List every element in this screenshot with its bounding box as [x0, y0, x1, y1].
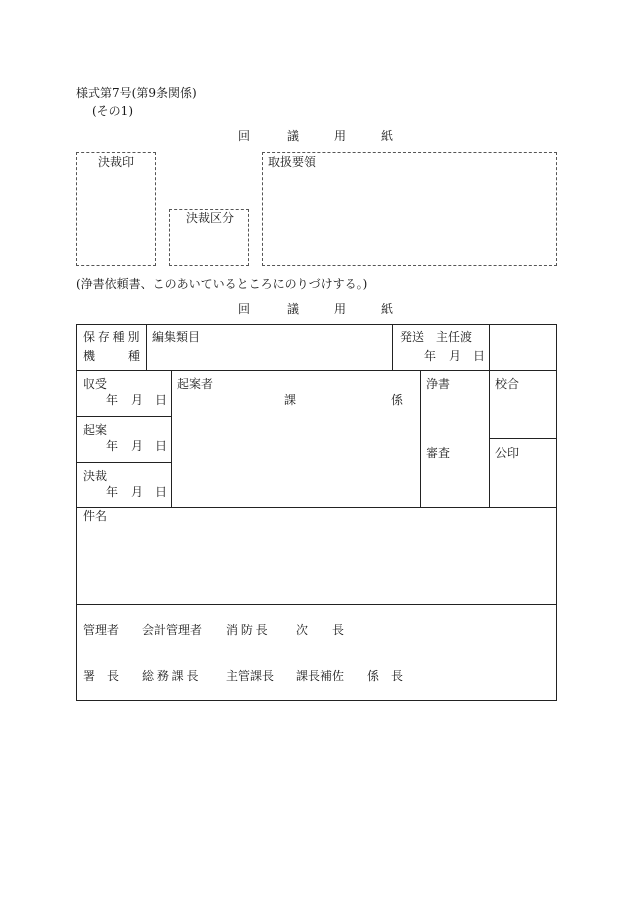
- approver-label: 次: [296, 623, 309, 637]
- col-divider: [146, 324, 147, 370]
- date-day: 日: [155, 393, 168, 407]
- title-char: 用: [334, 129, 347, 143]
- row-divider: [489, 438, 557, 439]
- official-seal-label: 公印: [495, 446, 520, 460]
- row-divider: [76, 462, 171, 463]
- date-month: 月: [131, 485, 144, 499]
- col-divider: [392, 324, 393, 370]
- paste-note: (浄書依頼書、このあいているところにのりづけする。): [76, 277, 368, 291]
- decision-category-label: 決裁区分: [186, 211, 235, 225]
- form-subnumber: (その1): [92, 104, 133, 118]
- col-divider: [489, 324, 490, 370]
- received-label: 収受: [83, 377, 108, 391]
- storage-type-label: 保 存 種 別: [83, 330, 140, 344]
- date-day: 日: [155, 439, 168, 453]
- approver-label: 長: [391, 669, 404, 683]
- date-month: 月: [131, 393, 144, 407]
- model-label-2: 種: [128, 349, 141, 363]
- decision-seal-box: [76, 152, 156, 266]
- form-number: 様式第7号(第9条関係): [76, 86, 197, 100]
- clean-copy-label: 浄書: [426, 377, 451, 391]
- drafted-label: 起案: [83, 423, 108, 437]
- edit-category-label: 編集類目: [152, 330, 201, 344]
- title-char: 議: [287, 302, 300, 316]
- row-divider: [76, 370, 557, 371]
- title-char: 用: [334, 302, 347, 316]
- date-day: 日: [473, 349, 486, 363]
- subsection-label: 係: [391, 393, 404, 407]
- row-divider: [76, 416, 171, 417]
- chief-handover-label: 主任渡: [436, 330, 473, 344]
- approver-label: 係: [367, 669, 380, 683]
- subject-label: 件名: [83, 509, 108, 523]
- col-divider: [171, 370, 172, 507]
- title-char: 回: [238, 302, 251, 316]
- approver-label: 会計管理者: [142, 623, 203, 637]
- approved-label: 決裁: [83, 469, 108, 483]
- proofread-label: 校合: [495, 377, 520, 391]
- date-month: 月: [131, 439, 144, 453]
- col-divider: [420, 370, 421, 507]
- approver-label: 消 防 長: [226, 623, 268, 637]
- approver-label: 課長補佐: [296, 669, 345, 683]
- date-year: 年: [424, 349, 437, 363]
- handling-guidelines-box: [262, 152, 557, 266]
- handling-guidelines-label: 取扱要領: [268, 155, 317, 169]
- review-label: 審査: [426, 446, 451, 460]
- title-char: 回: [238, 129, 251, 143]
- title-char: 議: [287, 129, 300, 143]
- drafter-label: 起案者: [177, 377, 214, 391]
- date-year: 年: [106, 393, 119, 407]
- approver-label: 主管課長: [226, 669, 275, 683]
- title-char: 紙: [381, 302, 394, 316]
- approver-label: 総 務 課 長: [142, 669, 199, 683]
- decision-seal-label: 決裁印: [98, 155, 135, 169]
- main-table: [76, 324, 557, 701]
- title-char: 紙: [381, 129, 394, 143]
- approver-label: 長: [332, 623, 345, 637]
- approver-label: 管理者: [83, 623, 120, 637]
- date-day: 日: [155, 485, 168, 499]
- approver-label: 長: [107, 669, 120, 683]
- col-divider: [489, 370, 490, 507]
- section-label: 課: [284, 393, 297, 407]
- row-divider: [76, 507, 557, 508]
- model-label-1: 機: [83, 349, 96, 363]
- approver-label: 署: [83, 669, 96, 683]
- row-divider: [76, 604, 557, 605]
- dispatch-label: 発送: [400, 330, 425, 344]
- date-year: 年: [106, 485, 119, 499]
- date-month: 月: [449, 349, 462, 363]
- date-year: 年: [106, 439, 119, 453]
